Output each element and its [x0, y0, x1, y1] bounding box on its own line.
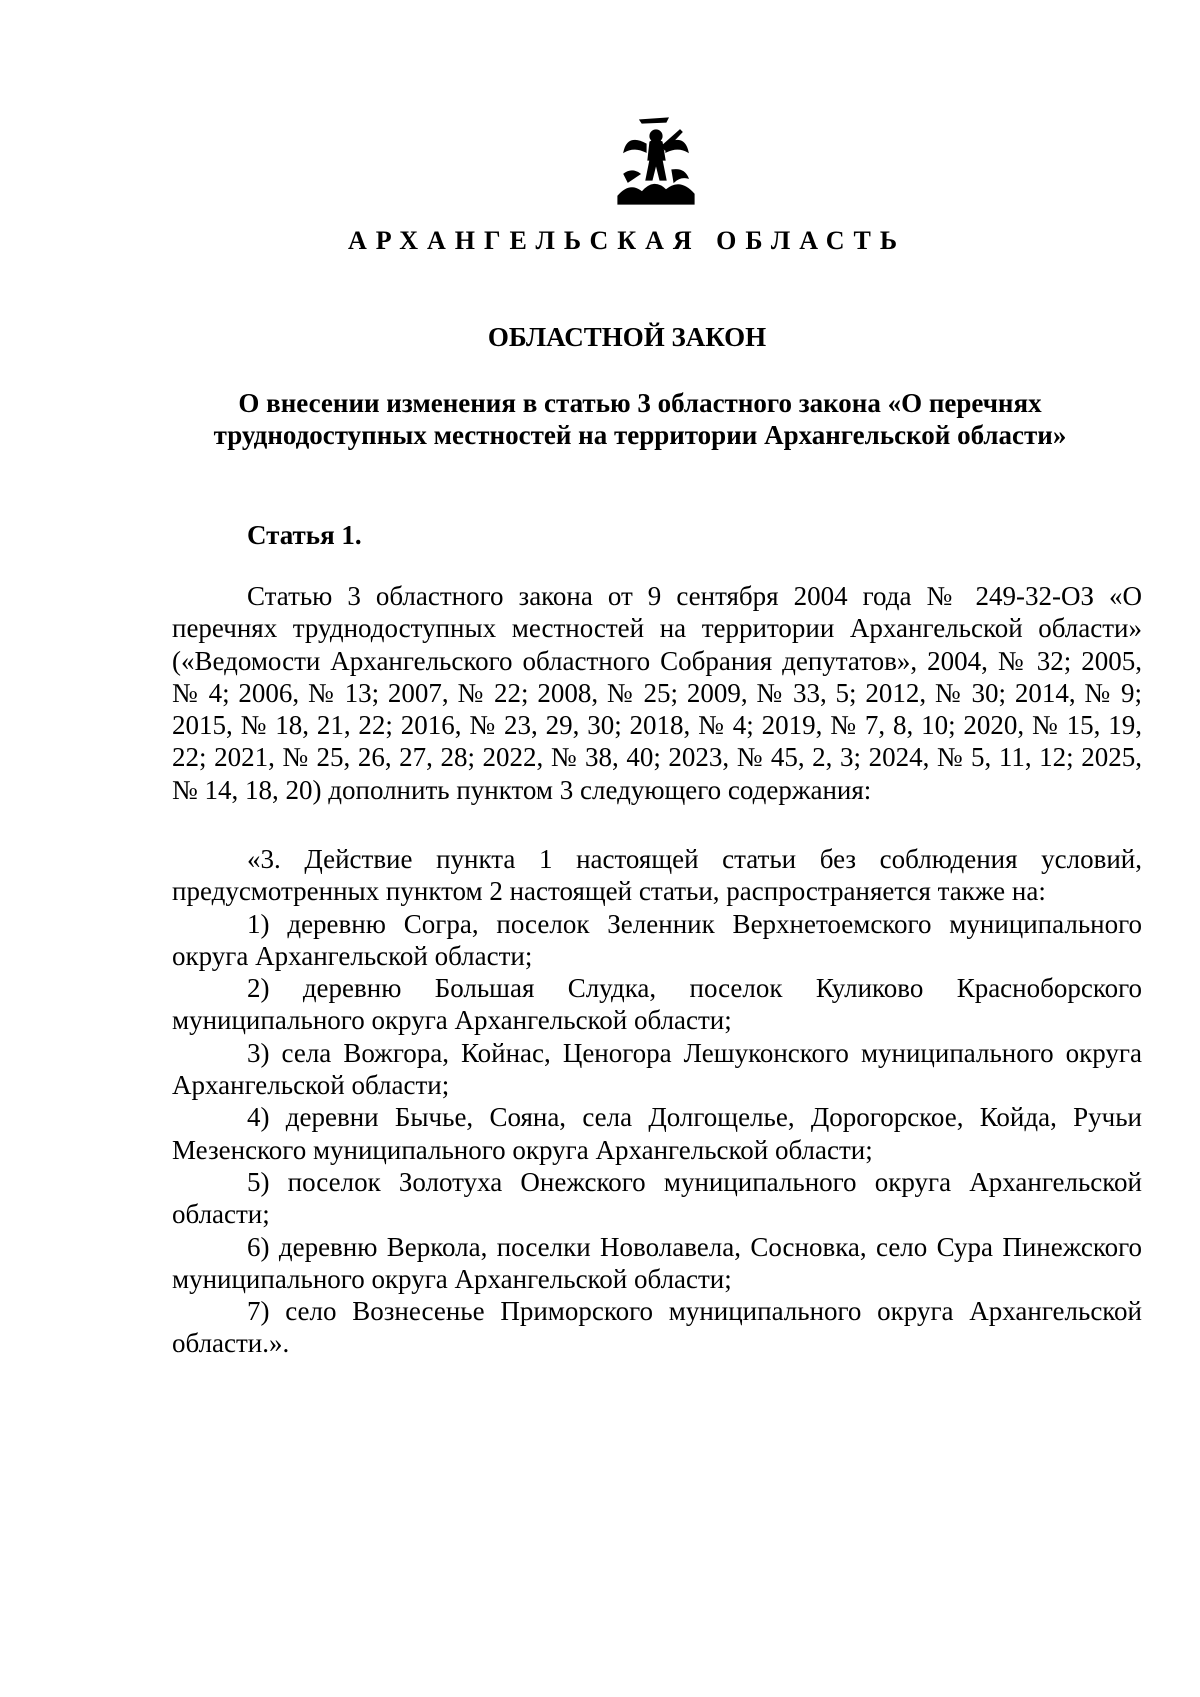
amendment-item: 2) деревню Большая Слудка, поселок Куликово Красноборского муниципального округа Архангельской области;	[172, 973, 1142, 1036]
amendment-item: 4) деревни Бычье, Сояна, села Долгощелье, Дорогорское, Койда, Ручьи Мезенского муниципального округа Архангельской области;	[172, 1102, 1142, 1165]
document-type: ОБЛАСТНОЙ ЗАКОН	[487, 322, 767, 352]
amendment-intro: «3. Действие пункта 1 настоящей статьи без соблюдения условий, предусмотренных пунктом 2 настоящей статьи, распространяется также на:	[172, 844, 1142, 907]
amendment-item: 3) села Вожгора, Койнас, Ценогора Лешуконского муниципального округа Архангельской области;	[172, 1037, 1142, 1101]
region-name: АРХАНГЕЛЬСКАЯ ОБЛАСТЬ	[347, 226, 907, 255]
amendment-item: 7) село Вознесенье Приморского муниципального округа Архангельской области.».	[172, 1296, 1142, 1359]
document-title: О внесении изменения в статью 3 областного закона «О перечнях труднодоступных местностей на территории Архангельской области»	[213, 388, 1067, 450]
amendment-item: 5) поселок Золотуха Онежского муниципального округа Архангельской области;	[172, 1166, 1142, 1230]
amendment-item: 6) деревню Веркола, поселки Новолавела, Сосновка, село Сура Пинежского муниципального округа Архангельской области;	[172, 1231, 1142, 1294]
archangel-coat-of-arms-icon	[610, 112, 702, 212]
amendment-text	[172, 843, 1142, 1360]
article-main-paragraph: Статью 3 областного закона от 9 сентября 2004 года № 249-32-ОЗ «О перечнях труднодоступных местностей на территории Архангельской области» («Ведомости Архангельского областного Собрания депутатов», 2004, № 32; 2005, № 4; 2006, № 13; 2007, № 22; 2008, № 25; 2009, № 33, 5; 2012, № 30; 2014, № 9; 2015, № 18, 21, 22; 2016, № 23, 29, 30; 2018, № 4; 2019, № 7, 8, 10; 2020, № 15, 19, 22; 2021, № 25, 26, 27, 28; 2022, № 38, 40; 2023, № 45, 2, 3; 2024, № 5, 11, 12; 2025, № 14, 18, 20) дополнить пунктом 3 следующего содержания:	[172, 581, 1142, 805]
amendment-item: 1) деревню Согра, поселок Зеленник Верхнетоемского муниципального округа Архангельской области;	[172, 908, 1142, 971]
article-heading: Статья 1.	[247, 520, 362, 550]
